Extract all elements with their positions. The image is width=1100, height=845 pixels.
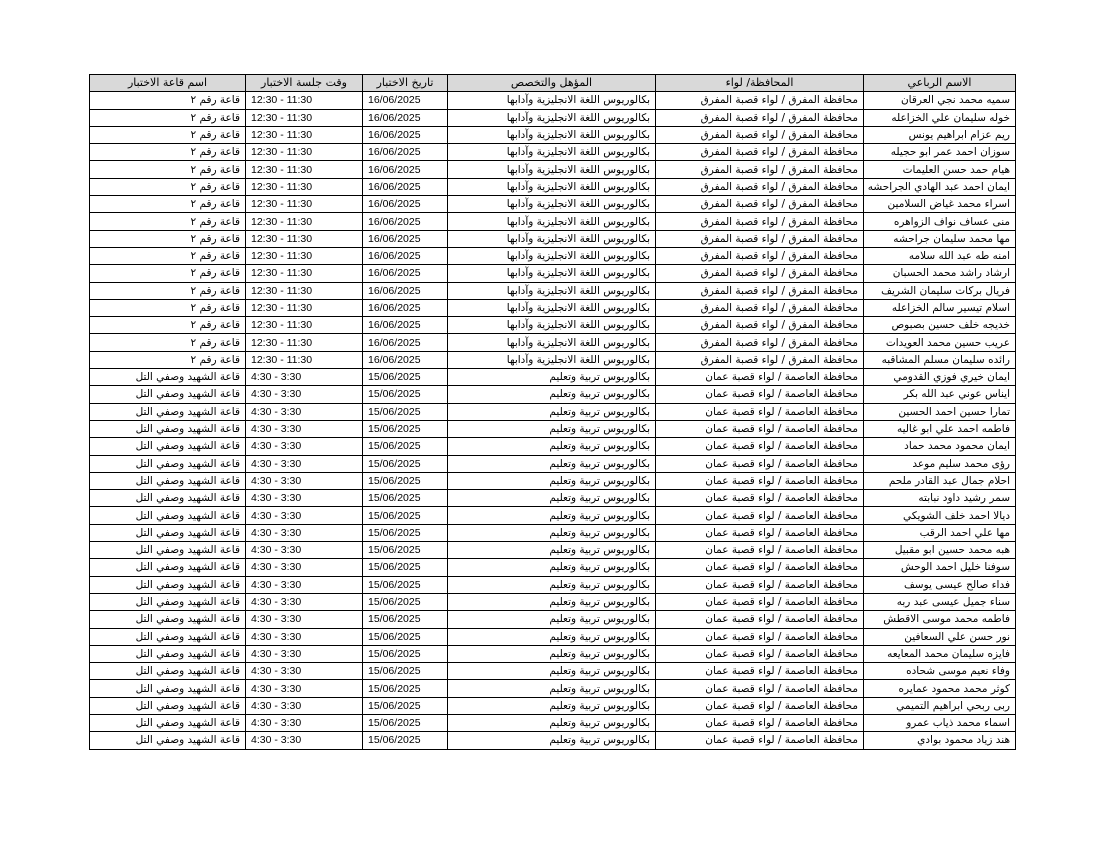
cell-exam-date: 15/06/2025 bbox=[363, 420, 448, 437]
cell-exam-date: 15/06/2025 bbox=[363, 369, 448, 386]
cell-full-name: رؤى محمد سليم موعد bbox=[864, 455, 1016, 472]
document-page bbox=[89, 74, 1015, 750]
cell-session-time: 12:30 - 11:30 bbox=[246, 178, 363, 195]
table-row bbox=[90, 126, 1016, 143]
cell-exam-date: 15/06/2025 bbox=[363, 490, 448, 507]
cell-session-time: 12:30 - 11:30 bbox=[246, 247, 363, 264]
cell-full-name: اسماء محمد ذياب عمرو bbox=[864, 714, 1016, 731]
cell-governorate: محافظة المفرق / لواء قصبة المفرق bbox=[656, 161, 864, 178]
cell-exam-room: قاعة رقم ٢ bbox=[90, 247, 246, 264]
cell-full-name: ايمان محمود محمد حماد bbox=[864, 438, 1016, 455]
cell-full-name: ارشاد راشد محمد الحسبان bbox=[864, 265, 1016, 282]
cell-qualification: بكالوريوس تربية وتعليم bbox=[448, 576, 656, 593]
cell-governorate: محافظة المفرق / لواء قصبة المفرق bbox=[656, 334, 864, 351]
cell-session-time: 4:30 - 3:30 bbox=[246, 680, 363, 697]
table-row bbox=[90, 144, 1016, 161]
table-row bbox=[90, 472, 1016, 489]
cell-exam-date: 16/06/2025 bbox=[363, 351, 448, 368]
header-full-name: الاسم الرباعي bbox=[864, 75, 1016, 92]
cell-exam-room: قاعة رقم ٢ bbox=[90, 213, 246, 230]
table-row bbox=[90, 403, 1016, 420]
cell-governorate: محافظة العاصمة / لواء قصبة عمان bbox=[656, 524, 864, 541]
cell-exam-date: 15/06/2025 bbox=[363, 593, 448, 610]
cell-qualification: بكالوريوس تربية وتعليم bbox=[448, 714, 656, 731]
cell-session-time: 4:30 - 3:30 bbox=[246, 559, 363, 576]
cell-session-time: 4:30 - 3:30 bbox=[246, 455, 363, 472]
table-row bbox=[90, 680, 1016, 697]
cell-full-name: فايزه سليمان محمد المعايعه bbox=[864, 645, 1016, 662]
header-session-time: وقت جلسة الاختبار bbox=[246, 75, 363, 92]
cell-session-time: 4:30 - 3:30 bbox=[246, 438, 363, 455]
cell-exam-date: 16/06/2025 bbox=[363, 144, 448, 161]
cell-governorate: محافظة العاصمة / لواء قصبة عمان bbox=[656, 714, 864, 731]
table-row bbox=[90, 542, 1016, 559]
table-row bbox=[90, 386, 1016, 403]
table-row bbox=[90, 230, 1016, 247]
cell-exam-room: قاعة رقم ٢ bbox=[90, 92, 246, 109]
table-row bbox=[90, 490, 1016, 507]
cell-exam-date: 15/06/2025 bbox=[363, 611, 448, 628]
cell-qualification: بكالوريوس تربية وتعليم bbox=[448, 455, 656, 472]
cell-full-name: نور حسن علي السعافين bbox=[864, 628, 1016, 645]
cell-exam-date: 15/06/2025 bbox=[363, 559, 448, 576]
cell-exam-room: قاعة رقم ٢ bbox=[90, 265, 246, 282]
cell-exam-room: قاعة رقم ٢ bbox=[90, 282, 246, 299]
cell-session-time: 4:30 - 3:30 bbox=[246, 732, 363, 749]
cell-exam-date: 16/06/2025 bbox=[363, 299, 448, 316]
cell-session-time: 4:30 - 3:30 bbox=[246, 628, 363, 645]
cell-session-time: 4:30 - 3:30 bbox=[246, 663, 363, 680]
cell-exam-date: 15/06/2025 bbox=[363, 645, 448, 662]
cell-exam-date: 15/06/2025 bbox=[363, 732, 448, 749]
cell-governorate: محافظة العاصمة / لواء قصبة عمان bbox=[656, 455, 864, 472]
cell-exam-room: قاعة الشهيد وصفي التل bbox=[90, 645, 246, 662]
cell-governorate: محافظة العاصمة / لواء قصبة عمان bbox=[656, 576, 864, 593]
cell-exam-room: قاعة الشهيد وصفي التل bbox=[90, 524, 246, 541]
cell-qualification: بكالوريوس تربية وتعليم bbox=[448, 645, 656, 662]
cell-session-time: 4:30 - 3:30 bbox=[246, 576, 363, 593]
table-row bbox=[90, 161, 1016, 178]
cell-exam-date: 16/06/2025 bbox=[363, 161, 448, 178]
cell-full-name: سميه محمد نجي العرقان bbox=[864, 92, 1016, 109]
cell-exam-date: 16/06/2025 bbox=[363, 282, 448, 299]
cell-governorate: محافظة العاصمة / لواء قصبة عمان bbox=[656, 386, 864, 403]
cell-exam-date: 16/06/2025 bbox=[363, 265, 448, 282]
cell-session-time: 4:30 - 3:30 bbox=[246, 697, 363, 714]
cell-governorate: محافظة المفرق / لواء قصبة المفرق bbox=[656, 178, 864, 195]
cell-governorate: محافظة العاصمة / لواء قصبة عمان bbox=[656, 369, 864, 386]
cell-governorate: محافظة العاصمة / لواء قصبة عمان bbox=[656, 490, 864, 507]
cell-full-name: سمر رشيد داود نبابته bbox=[864, 490, 1016, 507]
cell-qualification: بكالوريوس تربية وتعليم bbox=[448, 524, 656, 541]
cell-qualification: بكالوريوس اللغة الانجليزية وآدابها bbox=[448, 282, 656, 299]
cell-governorate: محافظة المفرق / لواء قصبة المفرق bbox=[656, 109, 864, 126]
cell-session-time: 12:30 - 11:30 bbox=[246, 334, 363, 351]
cell-exam-room: قاعة رقم ٢ bbox=[90, 109, 246, 126]
cell-qualification: بكالوريوس تربية وتعليم bbox=[448, 680, 656, 697]
cell-governorate: محافظة المفرق / لواء قصبة المفرق bbox=[656, 144, 864, 161]
cell-governorate: محافظة المفرق / لواء قصبة المفرق bbox=[656, 317, 864, 334]
cell-full-name: سناء جميل عيسى عبد ربه bbox=[864, 593, 1016, 610]
cell-session-time: 4:30 - 3:30 bbox=[246, 645, 363, 662]
table-row bbox=[90, 282, 1016, 299]
table-row bbox=[90, 247, 1016, 264]
cell-full-name: ايناس عوني عبد الله بكر bbox=[864, 386, 1016, 403]
cell-governorate: محافظة المفرق / لواء قصبة المفرق bbox=[656, 230, 864, 247]
cell-qualification: بكالوريوس اللغة الانجليزية وآدابها bbox=[448, 196, 656, 213]
cell-governorate: محافظة العاصمة / لواء قصبة عمان bbox=[656, 628, 864, 645]
cell-qualification: بكالوريوس اللغة الانجليزية وآدابها bbox=[448, 178, 656, 195]
cell-session-time: 12:30 - 11:30 bbox=[246, 126, 363, 143]
table-row bbox=[90, 697, 1016, 714]
cell-exam-room: قاعة رقم ٢ bbox=[90, 334, 246, 351]
cell-full-name: وفاء نعيم موسى شحاده bbox=[864, 663, 1016, 680]
table-row bbox=[90, 663, 1016, 680]
cell-exam-room: قاعة الشهيد وصفي التل bbox=[90, 542, 246, 559]
table-row bbox=[90, 369, 1016, 386]
cell-qualification: بكالوريوس تربية وتعليم bbox=[448, 732, 656, 749]
cell-full-name: رائده سليمان مسلم المشاقبه bbox=[864, 351, 1016, 368]
cell-session-time: 4:30 - 3:30 bbox=[246, 524, 363, 541]
cell-exam-room: قاعة الشهيد وصفي التل bbox=[90, 438, 246, 455]
cell-session-time: 12:30 - 11:30 bbox=[246, 161, 363, 178]
cell-session-time: 4:30 - 3:30 bbox=[246, 490, 363, 507]
cell-session-time: 4:30 - 3:30 bbox=[246, 420, 363, 437]
cell-exam-room: قاعة الشهيد وصفي التل bbox=[90, 732, 246, 749]
cell-exam-date: 15/06/2025 bbox=[363, 438, 448, 455]
cell-exam-date: 15/06/2025 bbox=[363, 386, 448, 403]
cell-qualification: بكالوريوس تربية وتعليم bbox=[448, 628, 656, 645]
cell-session-time: 12:30 - 11:30 bbox=[246, 109, 363, 126]
cell-governorate: محافظة المفرق / لواء قصبة المفرق bbox=[656, 351, 864, 368]
cell-full-name: كوثر محمد محمود عمايره bbox=[864, 680, 1016, 697]
cell-exam-date: 15/06/2025 bbox=[363, 576, 448, 593]
table-row bbox=[90, 213, 1016, 230]
cell-exam-room: قاعة رقم ٢ bbox=[90, 317, 246, 334]
cell-governorate: محافظة العاصمة / لواء قصبة عمان bbox=[656, 559, 864, 576]
cell-full-name: امنه طه عبد الله سلامه bbox=[864, 247, 1016, 264]
cell-full-name: ايمان احمد عبد الهادي الجراحشه bbox=[864, 178, 1016, 195]
cell-session-time: 4:30 - 3:30 bbox=[246, 403, 363, 420]
header-row bbox=[90, 75, 1016, 92]
cell-governorate: محافظة العاصمة / لواء قصبة عمان bbox=[656, 403, 864, 420]
cell-governorate: محافظة العاصمة / لواء قصبة عمان bbox=[656, 438, 864, 455]
cell-exam-room: قاعة الشهيد وصفي التل bbox=[90, 490, 246, 507]
cell-full-name: ايمان خيري فوزي القدومي bbox=[864, 369, 1016, 386]
cell-exam-date: 16/06/2025 bbox=[363, 247, 448, 264]
cell-governorate: محافظة العاصمة / لواء قصبة عمان bbox=[656, 507, 864, 524]
cell-exam-room: قاعة الشهيد وصفي التل bbox=[90, 507, 246, 524]
cell-qualification: بكالوريوس تربية وتعليم bbox=[448, 403, 656, 420]
cell-exam-date: 15/06/2025 bbox=[363, 455, 448, 472]
table-row bbox=[90, 265, 1016, 282]
cell-exam-date: 15/06/2025 bbox=[363, 403, 448, 420]
table-row bbox=[90, 593, 1016, 610]
cell-full-name: اسراء محمد غياض السلامين bbox=[864, 196, 1016, 213]
exam-schedule-table bbox=[89, 74, 1016, 750]
cell-qualification: بكالوريوس اللغة الانجليزية وآدابها bbox=[448, 230, 656, 247]
cell-governorate: محافظة العاصمة / لواء قصبة عمان bbox=[656, 611, 864, 628]
table-row bbox=[90, 438, 1016, 455]
cell-full-name: خوله سليمان علي الخزاعله bbox=[864, 109, 1016, 126]
cell-exam-room: قاعة رقم ٢ bbox=[90, 161, 246, 178]
cell-qualification: بكالوريوس اللغة الانجليزية وآدابها bbox=[448, 299, 656, 316]
cell-full-name: فداء صالح عيسى يوسف bbox=[864, 576, 1016, 593]
cell-qualification: بكالوريوس اللغة الانجليزية وآدابها bbox=[448, 334, 656, 351]
cell-governorate: محافظة المفرق / لواء قصبة المفرق bbox=[656, 126, 864, 143]
table-body bbox=[90, 92, 1016, 749]
cell-full-name: فاطمه محمد موسى الاقطش bbox=[864, 611, 1016, 628]
cell-full-name: هند زياد محمود بوادي bbox=[864, 732, 1016, 749]
table-row bbox=[90, 714, 1016, 731]
cell-full-name: فريال بركات سليمان الشريف bbox=[864, 282, 1016, 299]
cell-full-name: فاطمه احمد علي ابو غاليه bbox=[864, 420, 1016, 437]
cell-exam-room: قاعة الشهيد وصفي التل bbox=[90, 611, 246, 628]
cell-exam-date: 15/06/2025 bbox=[363, 697, 448, 714]
cell-exam-room: قاعة الشهيد وصفي التل bbox=[90, 420, 246, 437]
cell-exam-room: قاعة رقم ٢ bbox=[90, 178, 246, 195]
cell-exam-room: قاعة الشهيد وصفي التل bbox=[90, 593, 246, 610]
cell-qualification: بكالوريوس تربية وتعليم bbox=[448, 559, 656, 576]
cell-governorate: محافظة العاصمة / لواء قصبة عمان bbox=[656, 593, 864, 610]
cell-qualification: بكالوريوس اللغة الانجليزية وآدابها bbox=[448, 265, 656, 282]
cell-governorate: محافظة المفرق / لواء قصبة المفرق bbox=[656, 282, 864, 299]
cell-full-name: عريب حسين محمد العويدات bbox=[864, 334, 1016, 351]
cell-governorate: محافظة العاصمة / لواء قصبة عمان bbox=[656, 542, 864, 559]
cell-session-time: 4:30 - 3:30 bbox=[246, 386, 363, 403]
cell-governorate: محافظة العاصمة / لواء قصبة عمان bbox=[656, 680, 864, 697]
cell-qualification: بكالوريوس تربية وتعليم bbox=[448, 438, 656, 455]
table-row bbox=[90, 507, 1016, 524]
cell-exam-date: 15/06/2025 bbox=[363, 524, 448, 541]
cell-exam-date: 15/06/2025 bbox=[363, 507, 448, 524]
cell-session-time: 12:30 - 11:30 bbox=[246, 265, 363, 282]
cell-exam-date: 16/06/2025 bbox=[363, 213, 448, 230]
cell-exam-room: قاعة الشهيد وصفي التل bbox=[90, 576, 246, 593]
header-governorate: المحافظة/ لواء bbox=[656, 75, 864, 92]
cell-exam-room: قاعة الشهيد وصفي التل bbox=[90, 714, 246, 731]
table-row bbox=[90, 420, 1016, 437]
cell-exam-room: قاعة رقم ٢ bbox=[90, 230, 246, 247]
cell-exam-room: قاعة رقم ٢ bbox=[90, 351, 246, 368]
cell-exam-date: 16/06/2025 bbox=[363, 317, 448, 334]
cell-full-name: ديالا احمد خلف الشويكي bbox=[864, 507, 1016, 524]
cell-full-name: مها علي احمد الرقب bbox=[864, 524, 1016, 541]
cell-qualification: بكالوريوس اللغة الانجليزية وآدابها bbox=[448, 351, 656, 368]
table-row bbox=[90, 732, 1016, 749]
cell-governorate: محافظة المفرق / لواء قصبة المفرق bbox=[656, 196, 864, 213]
cell-session-time: 4:30 - 3:30 bbox=[246, 507, 363, 524]
cell-exam-date: 16/06/2025 bbox=[363, 178, 448, 195]
cell-governorate: محافظة المفرق / لواء قصبة المفرق bbox=[656, 92, 864, 109]
cell-governorate: محافظة العاصمة / لواء قصبة عمان bbox=[656, 420, 864, 437]
table-row bbox=[90, 196, 1016, 213]
cell-governorate: محافظة العاصمة / لواء قصبة عمان bbox=[656, 645, 864, 662]
cell-governorate: محافظة المفرق / لواء قصبة المفرق bbox=[656, 247, 864, 264]
cell-full-name: خديجه خلف حسين بصبوص bbox=[864, 317, 1016, 334]
cell-exam-room: قاعة الشهيد وصفي التل bbox=[90, 386, 246, 403]
cell-exam-date: 16/06/2025 bbox=[363, 109, 448, 126]
cell-exam-date: 15/06/2025 bbox=[363, 714, 448, 731]
table-row bbox=[90, 109, 1016, 126]
cell-qualification: بكالوريوس تربية وتعليم bbox=[448, 663, 656, 680]
cell-session-time: 4:30 - 3:30 bbox=[246, 369, 363, 386]
cell-exam-room: قاعة الشهيد وصفي التل bbox=[90, 663, 246, 680]
cell-full-name: سوزان احمد عمر ابو حجيله bbox=[864, 144, 1016, 161]
cell-exam-room: قاعة رقم ٢ bbox=[90, 144, 246, 161]
cell-exam-date: 16/06/2025 bbox=[363, 230, 448, 247]
cell-session-time: 12:30 - 11:30 bbox=[246, 92, 363, 109]
cell-qualification: بكالوريوس تربية وتعليم bbox=[448, 542, 656, 559]
table-row bbox=[90, 92, 1016, 109]
table-row bbox=[90, 334, 1016, 351]
cell-exam-date: 15/06/2025 bbox=[363, 663, 448, 680]
cell-full-name: اسلام تيسير سالم الخزاعله bbox=[864, 299, 1016, 316]
cell-qualification: بكالوريوس تربية وتعليم bbox=[448, 697, 656, 714]
cell-governorate: محافظة العاصمة / لواء قصبة عمان bbox=[656, 732, 864, 749]
cell-qualification: بكالوريوس تربية وتعليم bbox=[448, 611, 656, 628]
cell-qualification: بكالوريوس اللغة الانجليزية وآدابها bbox=[448, 317, 656, 334]
table-row bbox=[90, 455, 1016, 472]
cell-full-name: منى عساف نواف الزواهره bbox=[864, 213, 1016, 230]
header-exam-room: اسم قاعة الاختبار bbox=[90, 75, 246, 92]
cell-exam-room: قاعة الشهيد وصفي التل bbox=[90, 369, 246, 386]
cell-session-time: 4:30 - 3:30 bbox=[246, 611, 363, 628]
cell-qualification: بكالوريوس تربية وتعليم bbox=[448, 593, 656, 610]
table-row bbox=[90, 317, 1016, 334]
table-row bbox=[90, 559, 1016, 576]
table-row bbox=[90, 299, 1016, 316]
cell-exam-room: قاعة الشهيد وصفي التل bbox=[90, 628, 246, 645]
cell-session-time: 12:30 - 11:30 bbox=[246, 230, 363, 247]
cell-exam-room: قاعة الشهيد وصفي التل bbox=[90, 472, 246, 489]
cell-governorate: محافظة العاصمة / لواء قصبة عمان bbox=[656, 472, 864, 489]
cell-exam-room: قاعة الشهيد وصفي التل bbox=[90, 455, 246, 472]
cell-full-name: ريم عزام ابراهيم يونس bbox=[864, 126, 1016, 143]
table-row bbox=[90, 645, 1016, 662]
cell-exam-date: 15/06/2025 bbox=[363, 680, 448, 697]
cell-session-time: 12:30 - 11:30 bbox=[246, 144, 363, 161]
cell-qualification: بكالوريوس تربية وتعليم bbox=[448, 369, 656, 386]
cell-exam-date: 16/06/2025 bbox=[363, 334, 448, 351]
cell-qualification: بكالوريوس اللغة الانجليزية وآدابها bbox=[448, 247, 656, 264]
cell-governorate: محافظة المفرق / لواء قصبة المفرق bbox=[656, 265, 864, 282]
cell-full-name: هيام حمد حسن العليمات bbox=[864, 161, 1016, 178]
cell-qualification: بكالوريوس اللغة الانجليزية وآدابها bbox=[448, 126, 656, 143]
cell-full-name: هبه محمد حسين ابو مقبيل bbox=[864, 542, 1016, 559]
cell-full-name: سوفنا خليل احمد الوحش bbox=[864, 559, 1016, 576]
table-row bbox=[90, 576, 1016, 593]
cell-qualification: بكالوريوس تربية وتعليم bbox=[448, 507, 656, 524]
cell-exam-room: قاعة الشهيد وصفي التل bbox=[90, 559, 246, 576]
table-row bbox=[90, 611, 1016, 628]
cell-session-time: 12:30 - 11:30 bbox=[246, 299, 363, 316]
cell-full-name: مها محمد سليمان جراحشه bbox=[864, 230, 1016, 247]
cell-governorate: محافظة المفرق / لواء قصبة المفرق bbox=[656, 213, 864, 230]
cell-exam-date: 16/06/2025 bbox=[363, 126, 448, 143]
cell-qualification: بكالوريوس اللغة الانجليزية وآدابها bbox=[448, 161, 656, 178]
cell-session-time: 12:30 - 11:30 bbox=[246, 282, 363, 299]
cell-qualification: بكالوريوس تربية وتعليم bbox=[448, 386, 656, 403]
cell-session-time: 12:30 - 11:30 bbox=[246, 196, 363, 213]
cell-exam-room: قاعة الشهيد وصفي التل bbox=[90, 697, 246, 714]
header-qualification: المؤهل والتخصص bbox=[448, 75, 656, 92]
table-row bbox=[90, 628, 1016, 645]
cell-exam-room: قاعة رقم ٢ bbox=[90, 196, 246, 213]
cell-session-time: 12:30 - 11:30 bbox=[246, 213, 363, 230]
cell-exam-date: 15/06/2025 bbox=[363, 472, 448, 489]
cell-exam-date: 16/06/2025 bbox=[363, 92, 448, 109]
cell-session-time: 4:30 - 3:30 bbox=[246, 472, 363, 489]
cell-qualification: بكالوريوس تربية وتعليم bbox=[448, 472, 656, 489]
cell-exam-room: قاعة رقم ٢ bbox=[90, 299, 246, 316]
cell-governorate: محافظة العاصمة / لواء قصبة عمان bbox=[656, 697, 864, 714]
cell-governorate: محافظة العاصمة / لواء قصبة عمان bbox=[656, 663, 864, 680]
cell-full-name: تمارا حسين احمد الحسين bbox=[864, 403, 1016, 420]
cell-exam-date: 15/06/2025 bbox=[363, 628, 448, 645]
cell-exam-date: 15/06/2025 bbox=[363, 542, 448, 559]
cell-session-time: 4:30 - 3:30 bbox=[246, 593, 363, 610]
cell-exam-room: قاعة الشهيد وصفي التل bbox=[90, 680, 246, 697]
header-exam-date: تاريخ الاختبار bbox=[363, 75, 448, 92]
cell-qualification: بكالوريوس تربية وتعليم bbox=[448, 490, 656, 507]
cell-exam-date: 16/06/2025 bbox=[363, 196, 448, 213]
table-row bbox=[90, 524, 1016, 541]
cell-exam-room: قاعة الشهيد وصفي التل bbox=[90, 403, 246, 420]
cell-qualification: بكالوريوس تربية وتعليم bbox=[448, 420, 656, 437]
cell-session-time: 4:30 - 3:30 bbox=[246, 542, 363, 559]
table-row bbox=[90, 178, 1016, 195]
cell-full-name: احلام جمال عبد القادر ملحم bbox=[864, 472, 1016, 489]
cell-session-time: 12:30 - 11:30 bbox=[246, 351, 363, 368]
cell-qualification: بكالوريوس اللغة الانجليزية وآدابها bbox=[448, 109, 656, 126]
cell-session-time: 4:30 - 3:30 bbox=[246, 714, 363, 731]
cell-governorate: محافظة المفرق / لواء قصبة المفرق bbox=[656, 299, 864, 316]
cell-full-name: ربى ربحي ابراهيم التميمي bbox=[864, 697, 1016, 714]
cell-session-time: 12:30 - 11:30 bbox=[246, 317, 363, 334]
table-row bbox=[90, 351, 1016, 368]
cell-qualification: بكالوريوس اللغة الانجليزية وآدابها bbox=[448, 144, 656, 161]
cell-qualification: بكالوريوس اللغة الانجليزية وآدابها bbox=[448, 213, 656, 230]
cell-qualification: بكالوريوس اللغة الانجليزية وآدابها bbox=[448, 92, 656, 109]
cell-exam-room: قاعة رقم ٢ bbox=[90, 126, 246, 143]
table-header bbox=[90, 75, 1016, 92]
